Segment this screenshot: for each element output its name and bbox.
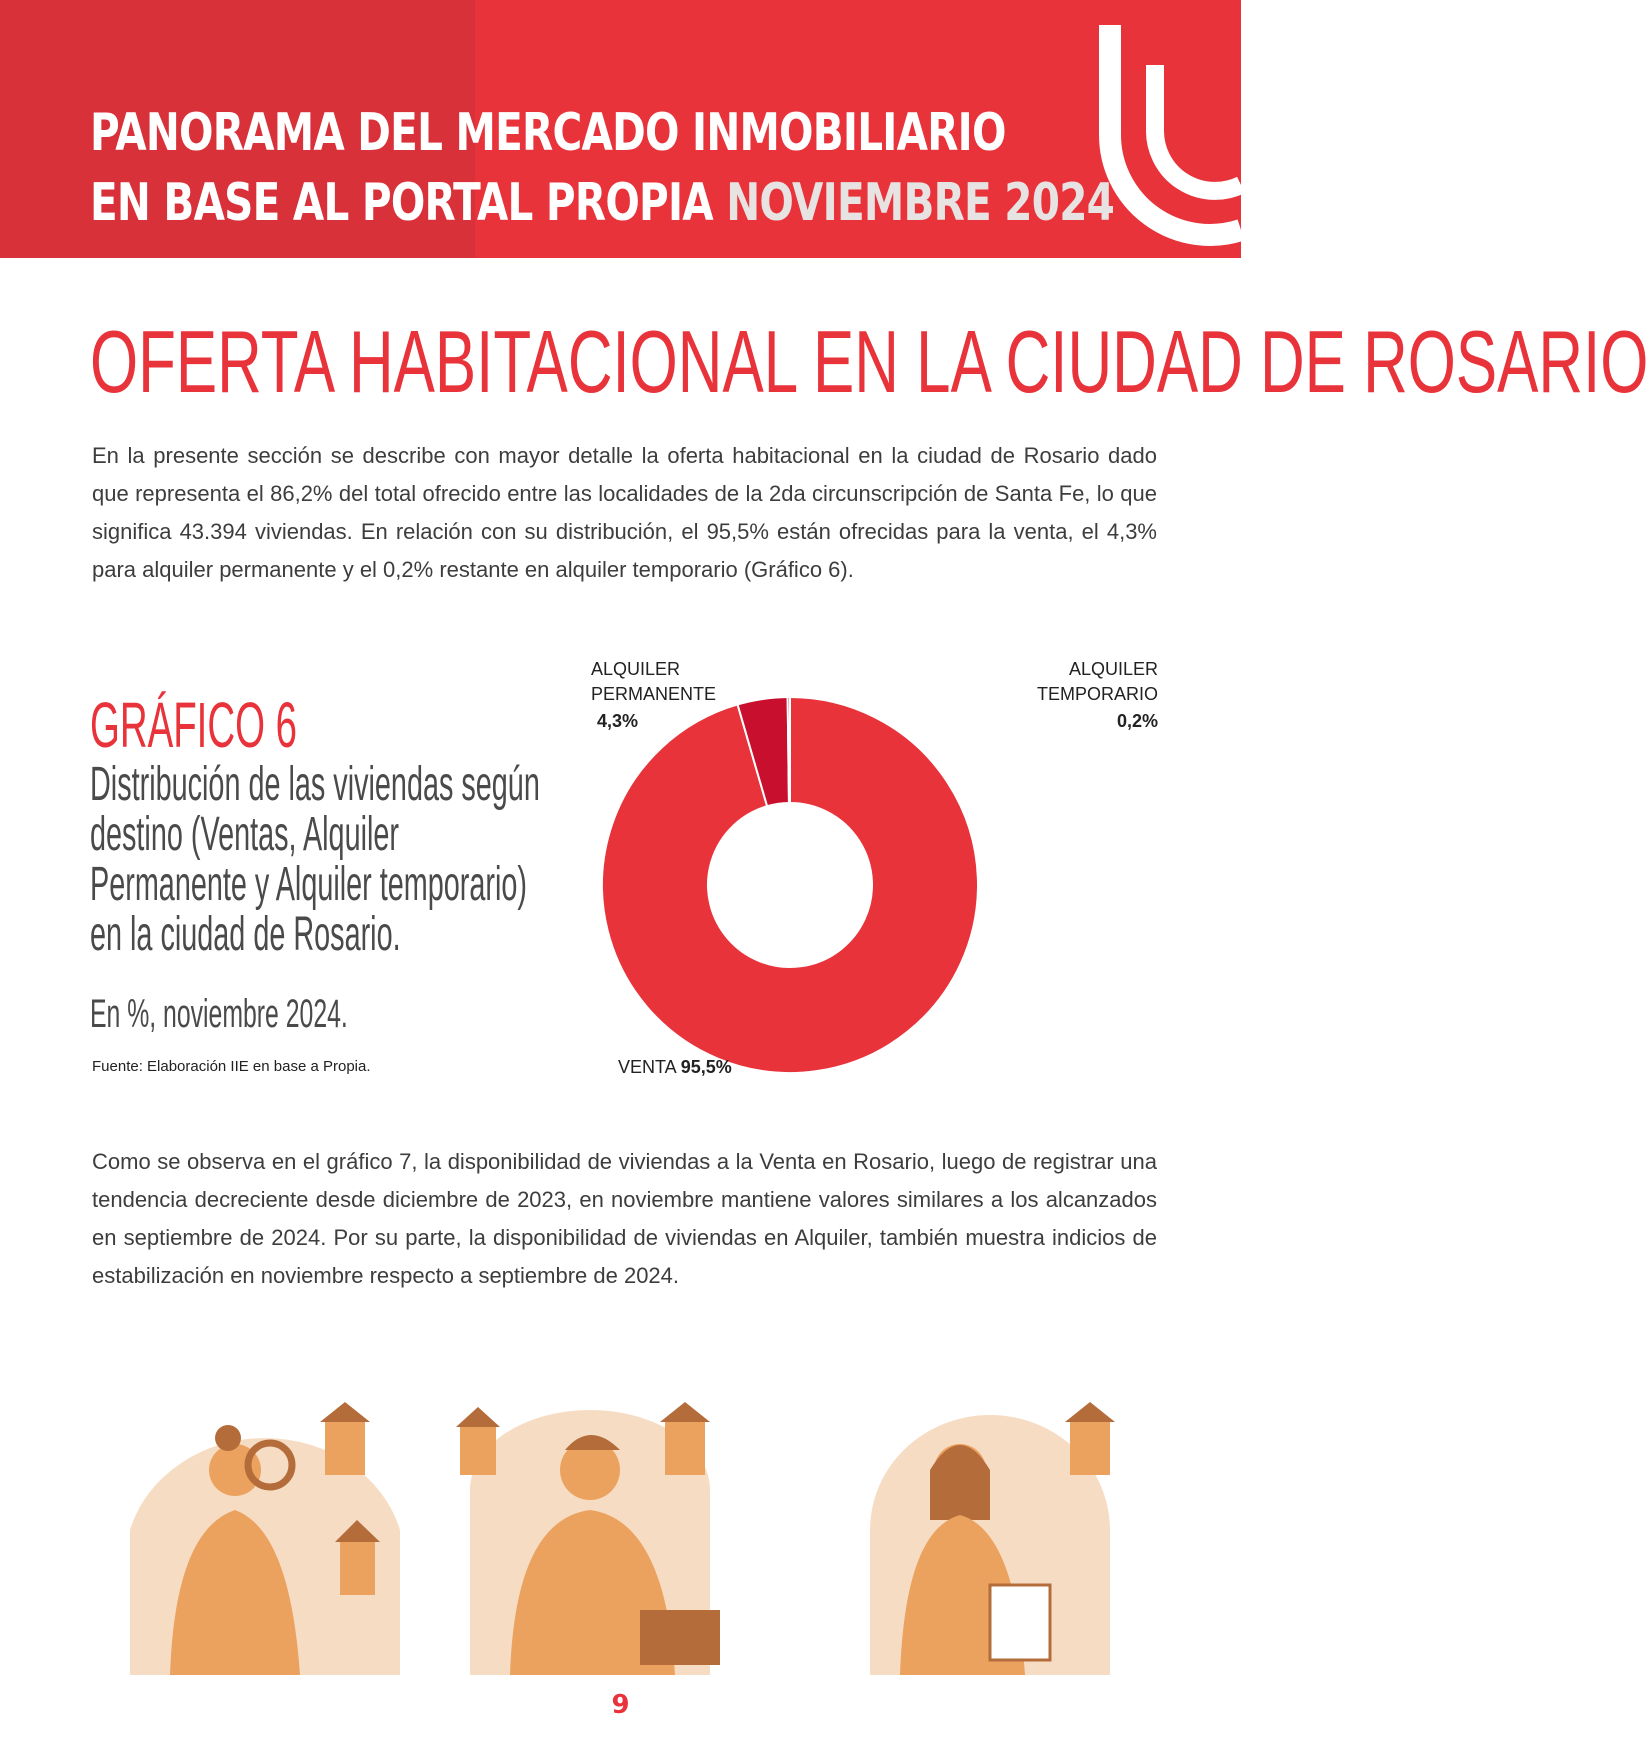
figure-title: Distribución de las viviendas según destino (Ventas, Alquiler Permanente y Alquiler temporario) en la ciudad de Rosario.	[90, 758, 540, 961]
label-alquiler-temporario-line2: TEMPORARIO	[1036, 684, 1158, 704]
label-alquiler-permanente-line1: ALQUILER	[591, 659, 681, 679]
label-alquiler-permanente-line2: PERMANENTE	[591, 684, 717, 704]
woman-magnifier-illustration	[130, 1402, 400, 1675]
header-banner	[0, 0, 1241, 258]
label-alquiler-temporario-line1: ALQUILER	[1068, 659, 1158, 679]
donut-chart	[570, 655, 1200, 1095]
intro-paragraph: En la presente sección se describe con mayor detalle la oferta habitacional en la ciudad de Rosario dado que representa el 86,2% del total ofrecido entre las localidades de la 2da circunscripción de Santa Fe, lo que significa 43.394 viviendas. En relación con su distribución, el 95,5% están ofrecidas para la venta, el 4,3% para alquiler permanente y el 0,2% restante en alquiler temporario (Gráfico 6).	[92, 443, 1157, 582]
header-title-line1: PANORAMA DEL MERCADO INMOBILIARIO	[90, 103, 1006, 163]
analysis-paragraph: Como se observa en el gráfico 7, la disponibilidad de viviendas a la Venta en Rosario, luego de registrar una tendencia decreciente desde diciembre de 2023, en noviembre mantiene valores similares a los alcanzados en septiembre de 2024. Por su parte, la disponibilidad de viviendas en Alquiler, también muestra indicios de estabilización en noviembre respecto a septiembre de 2024.	[92, 1149, 1157, 1288]
header-title-date: NOVIEMBRE 2024	[726, 173, 1115, 233]
woman-documents-illustration	[870, 1402, 1115, 1675]
label-venta	[618, 1057, 732, 1077]
man-laptop-illustration	[456, 1402, 720, 1675]
donut-chart-svg	[570, 655, 1200, 1095]
label-alquiler-permanente-value: 4,3%	[597, 711, 639, 731]
header-title-line2-text: EN BASE AL PORTAL PROPIA	[90, 173, 713, 233]
slice-alquiler-temporario	[788, 697, 790, 803]
illustrations-strip	[110, 1410, 1150, 1675]
brand-shield-logo-icon	[1100, 25, 1241, 240]
header-title	[90, 98, 1114, 238]
label-venta-name: VENTA	[618, 1057, 681, 1077]
label-venta-value: 95,5%	[680, 1057, 732, 1077]
label-alquiler-temporario-value: 0,2%	[1116, 711, 1158, 731]
figure-number: GRÁFICO 6	[90, 689, 297, 761]
section-title: OFERTA HABITACIONAL EN LA CIUDAD DE ROSARIO	[90, 312, 1648, 411]
figure-source: Fuente: Elaboración IIE en base a Propia.	[92, 1058, 371, 1075]
page-number: 9	[611, 1690, 630, 1720]
figure-subtitle: En %, noviembre 2024.	[90, 992, 348, 1036]
header-title-line2	[90, 168, 1114, 238]
